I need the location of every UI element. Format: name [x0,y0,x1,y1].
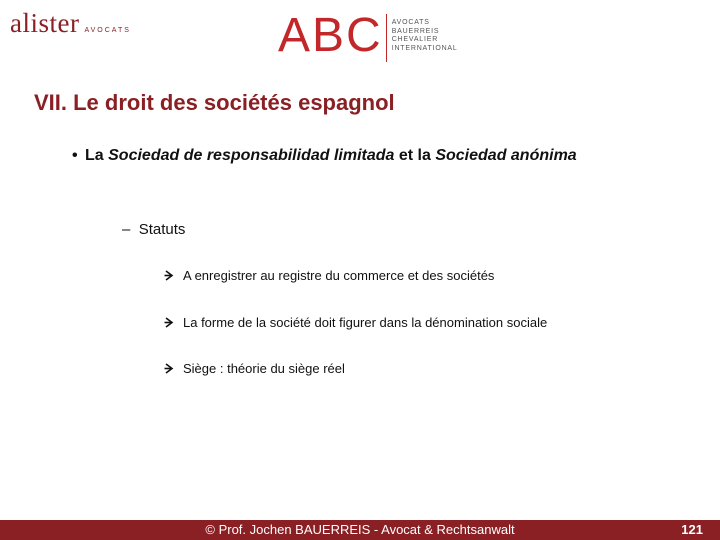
abc-logo [278,9,458,62]
page-number: 121 [681,522,703,537]
bullet-italic-term: Sociedad anónima [435,147,577,164]
arrow-bullet-icon [164,363,174,374]
arrow-bullet-icon [164,317,174,328]
sub-item-label: Statuts [138,221,186,238]
abc-logo-line: AVOCATS [391,19,430,26]
point-text: La forme de la société doit figurer dans la dénomination sociale [183,315,548,330]
abc-logo-line: INTERNATIONAL [391,44,458,52]
bullet-text-part: et la [394,147,436,164]
point-text: A enregistrer au registre du commerce et des sociétés [183,268,495,283]
point-text: Siège : théorie du siège réel [183,361,345,376]
point-item [164,315,547,330]
slide-title: VII. Le droit des sociétés espagnol [34,90,395,115]
abc-logo-divider [386,14,387,62]
point-item [164,361,345,376]
footer-bar [0,520,720,540]
sub-item-statuts [122,221,185,238]
alister-logo-sub: AVOCATS [84,27,131,34]
arrow-bullet-icon [164,270,174,281]
alister-logo [10,8,131,39]
main-bullet-text [85,145,672,167]
abc-logo-text [392,19,458,53]
alister-logo-word: alister [10,8,80,38]
bullet-marker: • [72,147,78,164]
dash-marker: – [122,221,131,238]
point-item [164,268,494,283]
abc-logo-letters: ABC [278,9,383,62]
bullet-text-part: La [85,147,109,164]
footer-copyright: © Prof. Jochen BAUERREIS - Avocat & Rechtsanwalt [205,522,515,537]
abc-logo-line: CHEVALIER [391,36,439,43]
bullet-italic-term: Sociedad de responsabilidad limitada [108,147,395,164]
abc-logo-line: BAUERREIS [391,27,440,35]
main-bullet [72,145,672,167]
